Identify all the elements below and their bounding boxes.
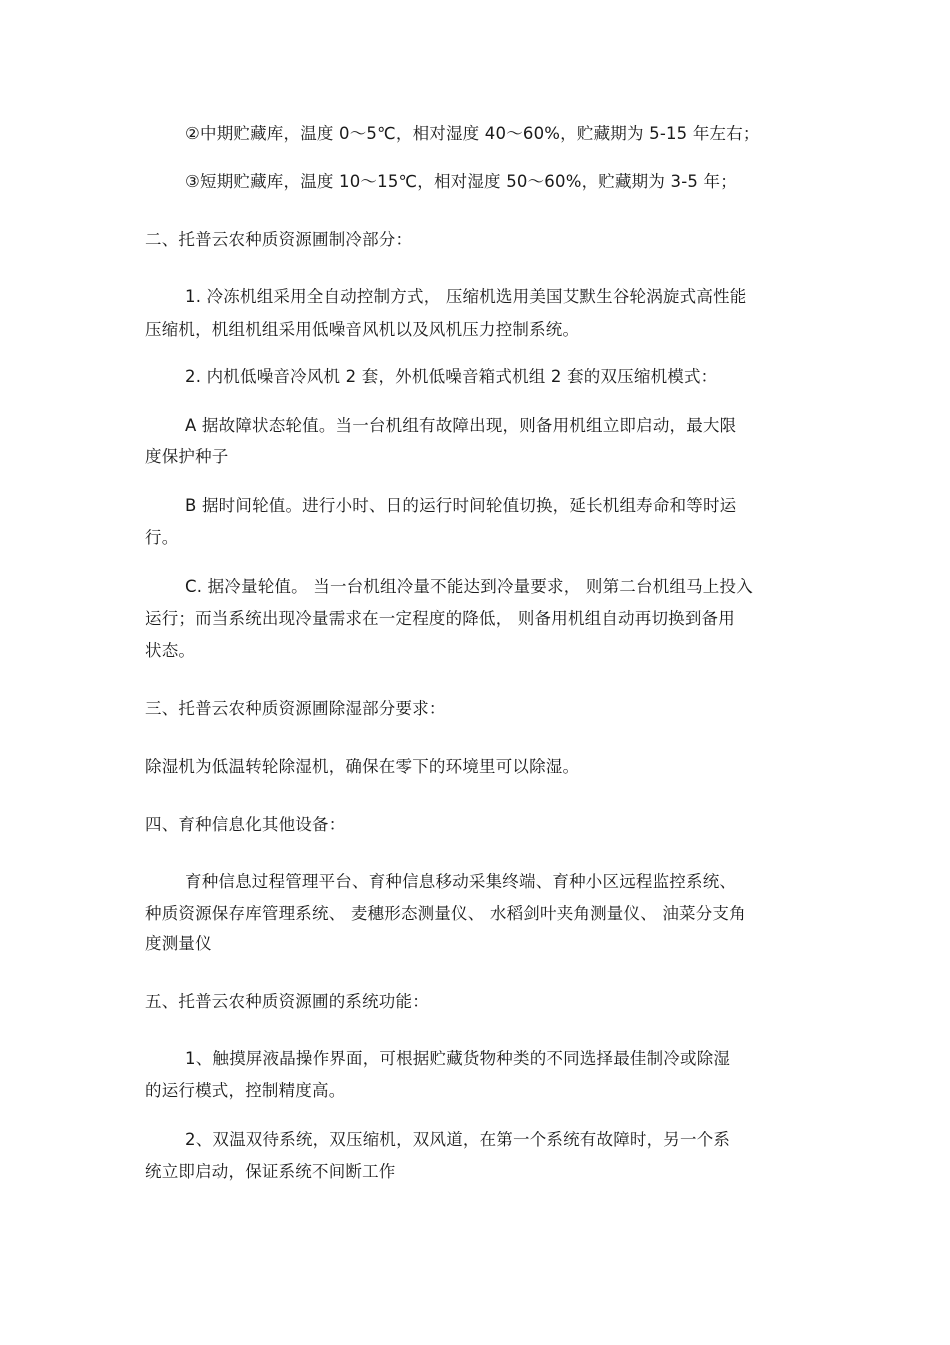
section5-p1-line2: 的运行模式，控制精度高。 bbox=[145, 1081, 346, 1100]
section4-p1-line2: 种质资源保存库管理系统、 麦穗形态测量仪、 水稻剑叶夹角测量仪、 油菜分支角 bbox=[145, 904, 746, 923]
section2-p1-line1: 1. 冷冻机组采用全自动控制方式， 压缩机选用美国艾默生谷轮涡旋式高性能 bbox=[185, 287, 747, 306]
section2-pb-line2: 行。 bbox=[145, 528, 179, 547]
section4-heading: 四、育种信息化其他设备： bbox=[145, 815, 346, 834]
section5-p1-line1: 1、触摸屏液晶操作界面，可根据贮藏货物种类的不同选择最佳制冷或除湿 bbox=[185, 1049, 731, 1068]
section2-pc-line1: C. 据冷量轮值。 当一台机组冷量不能达到冷量要求， 则第二台机组马上投入 bbox=[185, 577, 753, 596]
section5-heading: 五、托普云农种质资源圃的系统功能： bbox=[145, 992, 429, 1011]
section5-p2-line1: 2、双温双待系统，双压缩机，双风道，在第一个系统有故障时，另一个系 bbox=[185, 1130, 731, 1149]
section4-p1-line3: 度测量仪 bbox=[145, 934, 212, 953]
section2-pa-line1: A 据故障状态轮值。当一台机组有故障出现，则备用机组立即启动，最大限 bbox=[185, 416, 737, 435]
section2-pc-line3: 状态。 bbox=[145, 641, 196, 660]
section2-pc-line2: 运行；而当系统出现冷量需求在一定程度的降低， 则备用机组自动再切换到备用 bbox=[145, 609, 735, 628]
section4-p1-line1: 育种信息过程管理平台、育种信息移动采集终端、育种小区远程监控系统、 bbox=[185, 872, 737, 891]
section2-pa-line2: 度保护种子 bbox=[145, 447, 229, 466]
section2-heading: 二、托普云农种质资源圃制冷部分： bbox=[145, 230, 413, 249]
section3-heading: 三、托普云农种质资源圃除湿部分要求： bbox=[145, 699, 446, 718]
section3-p1-line1: 除湿机为低温转轮除湿机，确保在零下的环境里可以除湿。 bbox=[145, 757, 580, 776]
storage-item-medium: ②中期贮藏库，温度 0～5℃，相对湿度 40～60%，贮藏期为 5-15 年左右； bbox=[185, 124, 760, 143]
section2-p2-line1: 2. 内机低噪音冷风机 2 套，外机低噪音箱式机组 2 套的双压缩机模式： bbox=[185, 367, 718, 386]
section2-pb-line1: B 据时间轮值。进行小时、日的运行时间轮值切换，延长机组寿命和等时运 bbox=[185, 496, 737, 515]
storage-item-short: ③短期贮藏库，温度 10～15℃，相对湿度 50～60%，贮藏期为 3-5 年； bbox=[185, 172, 737, 191]
section2-p1-line2: 压缩机，机组机组采用低噪音风机以及风机压力控制系统。 bbox=[145, 320, 580, 339]
section5-p2-line2: 统立即启动，保证系统不间断工作 bbox=[145, 1162, 396, 1181]
